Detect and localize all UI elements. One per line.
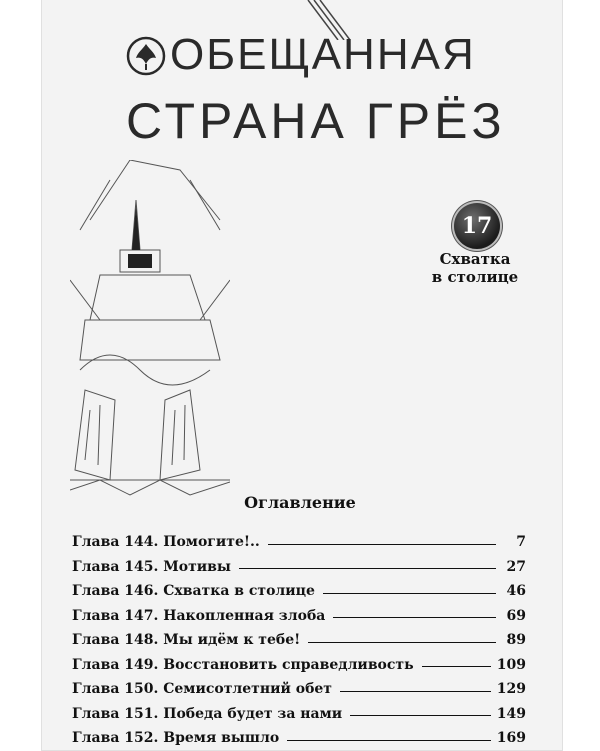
toc-entry — [72, 677, 526, 702]
toc-entry — [72, 604, 526, 629]
toc-entry-title: Глава 152. Время вышло — [72, 730, 280, 747]
toc-leader-line — [287, 740, 491, 741]
toc-heading: Оглавление — [244, 493, 356, 512]
toc-leader-line — [350, 715, 491, 716]
toc-leader-line — [308, 642, 496, 643]
toc-entry-title: Глава 144. Помогите!.. — [72, 534, 260, 551]
toc-entry-page: 89 — [506, 632, 526, 649]
castle-illustration — [70, 160, 230, 500]
toc-entry-page: 46 — [506, 583, 526, 600]
toc-entry-page: 169 — [496, 730, 526, 747]
toc-entry-page: 129 — [496, 681, 526, 698]
toc-entry-page: 7 — [516, 534, 526, 551]
toc-entry — [72, 628, 526, 653]
toc-entry-title: Глава 148. Мы идём к тебе! — [72, 632, 301, 649]
toc-entry-title: Глава 145. Мотивы — [72, 558, 231, 575]
toc-leader-line — [422, 666, 491, 667]
toc-entry-title: Глава 149. Восстановить справедливость — [72, 656, 414, 673]
toc-entry-title: Глава 147. Накопленная злоба — [72, 607, 326, 624]
toc-entry-page: 149 — [496, 705, 526, 722]
toc-entry-page: 109 — [496, 656, 526, 673]
toc-leader-line — [239, 568, 496, 569]
toc-entry-title: Глава 146. Схватка в столице — [72, 583, 315, 600]
toc-entry — [72, 555, 526, 580]
toc-entry-title: Глава 151. Победа будет за нами — [72, 705, 343, 722]
toc-entry — [72, 726, 526, 751]
volume-number-badge: 17 — [454, 203, 500, 249]
toc-leader-line — [268, 544, 496, 545]
toc-entry — [72, 653, 526, 678]
toc-leader-line — [340, 691, 491, 692]
toc-entry-title: Глава 150. Семисотлетний обет — [72, 681, 332, 698]
toc-entry — [72, 702, 526, 727]
toc-entry-page: 69 — [506, 607, 526, 624]
toc-leader-line — [333, 617, 496, 618]
toc-entry — [72, 530, 526, 555]
fleur-emblem-icon — [126, 34, 166, 78]
toc-entry-page: 27 — [506, 558, 526, 575]
subtitle-line-1: Схватка — [439, 250, 511, 268]
toc-leader-line — [323, 593, 496, 594]
book-title-line-1: ОБЕЩАННАЯ — [170, 30, 476, 79]
volume-subtitle — [420, 250, 530, 286]
book-title-line-2: СТРАНА ГРЁЗ — [126, 93, 506, 149]
subtitle-line-2: в столице — [431, 268, 519, 286]
toc-entry — [72, 579, 526, 604]
table-of-contents — [72, 530, 526, 751]
